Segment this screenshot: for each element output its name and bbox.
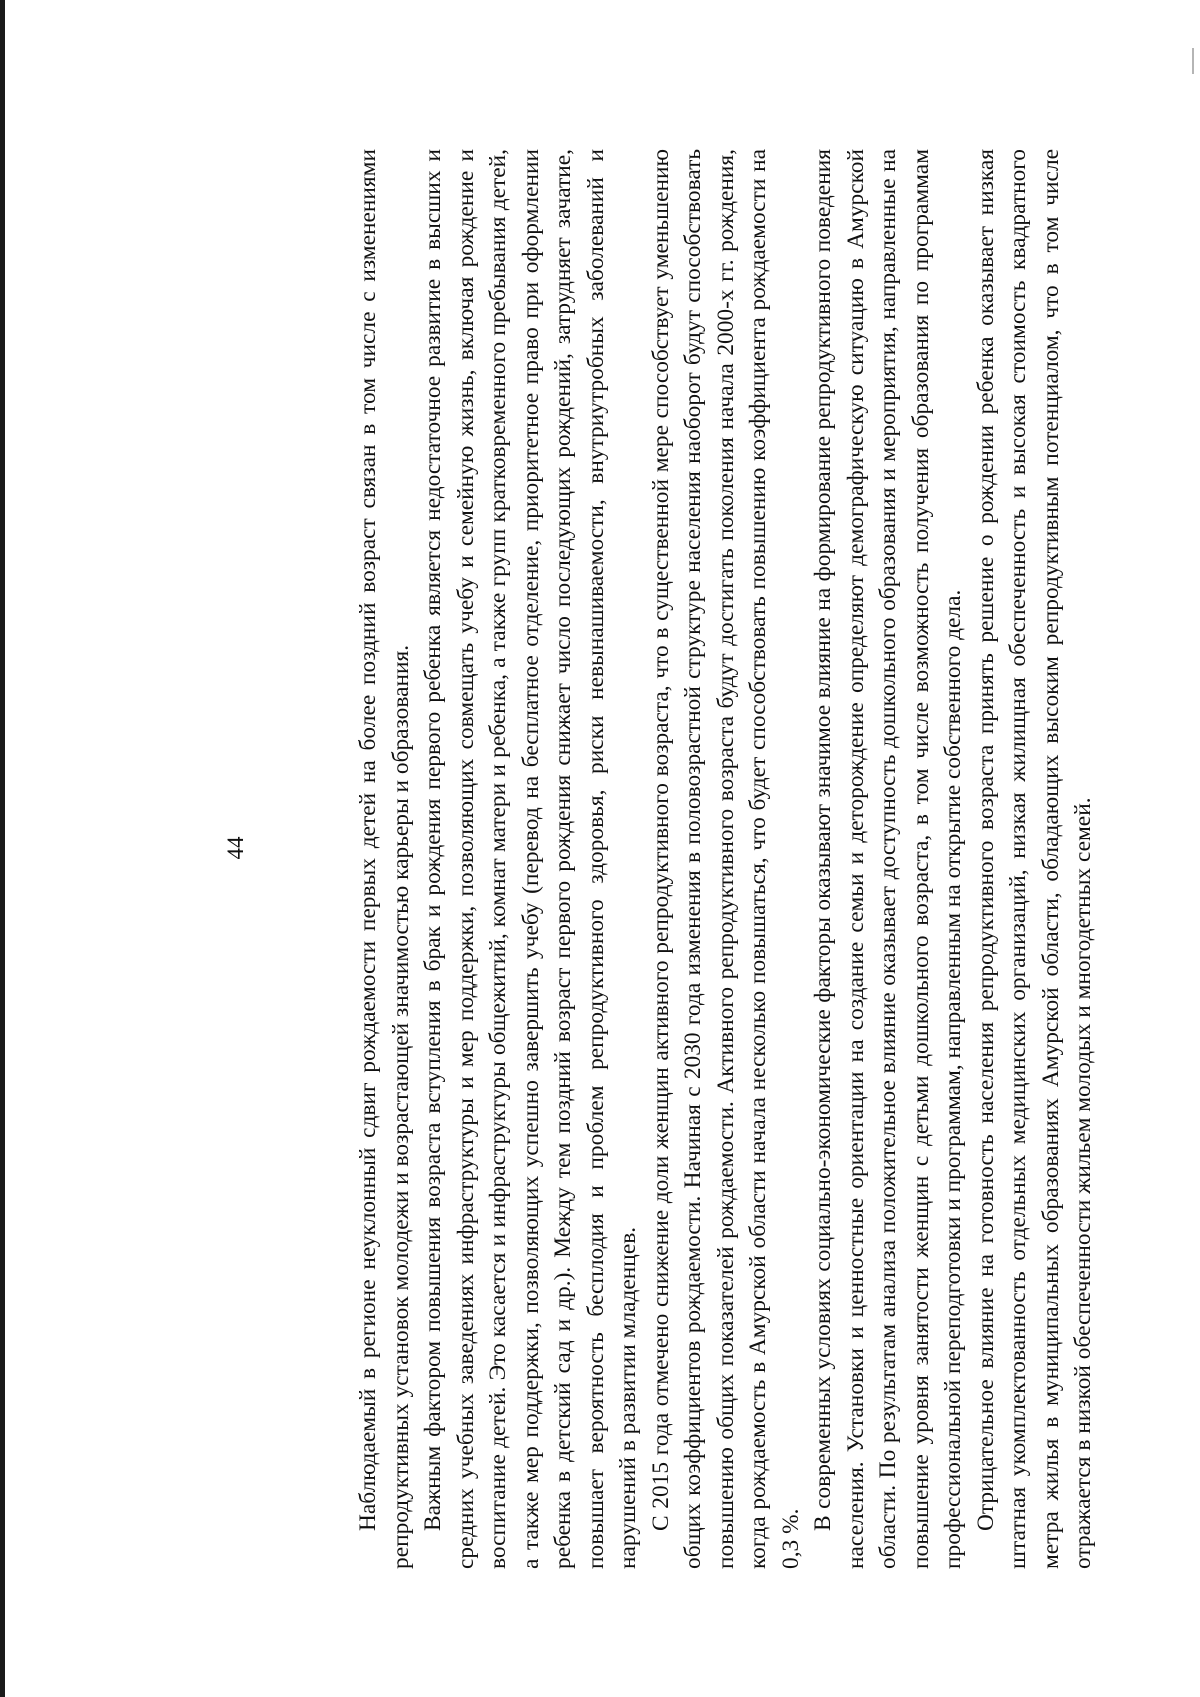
- paragraph-socioeconomic-factors: В современных условиях социально-экономические факторы оказывают значимое влияние на формирование репродуктивного поведения населения. Установки и ценностные ориентации на создание семьи и деторождение определяют демографическую ситуацию в Амурской области. По результатам анализа положительное влияние оказывает доступность дошкольного образования и мероприятия, направленные на повышение уровня занятости женщин с детьми дошкольного возраста, в том числе возможность получения образования по программам профессиональной переподготовки и программам, направленным на открытие собственного дела.: [810, 149, 966, 1569]
- paragraph-marriage-age-factors: Важным фактором повышения возраста вступления в брак и рождения первого ребенка является недостаточное развитие в высших и средних учебных заведениях инфраструктуры и мер поддержки, позволяющих совмещать учебу и семейную жизнь, включая рождение и воспитание детей. Это касается и инфраструктуры общежитий, комнат матери и ребенка, а также групп кратковременного пребывания детей, а также мер поддержки, позволяющих успешно завершить учебу (перевод на бесплатное отделение, приоритетное право при оформлении ребенка в детский сад и др.). Между тем поздний возраст первого рождения снижает число последующих рождений, затрудняет зачатие, повышает вероятность бесплодия и проблем репродуктивного здоровья, риски невынашиваемости, внутриутробных заболеваний и нарушений в развитии младенцев.: [420, 149, 641, 1569]
- page-number: 44: [223, 836, 248, 860]
- document-body: [352, 149, 1100, 1569]
- scan-left-edge: [0, 0, 5, 1697]
- document-page: [209, 123, 1096, 1573]
- paragraph-career-shift: Наблюдаемый в регионе неуклонный сдвиг рождаемости первых детей на более поздний возраст связан в том числе с изменениями репродуктивных установок молодежи и возрастающей значимостью карьеры и образования.: [355, 149, 414, 1569]
- paragraph-negative-factors: Отрицательное влияние на готовность населения репродуктивного возраста принять решение о рождении ребенка оказывает низкая штатная укомплектованность отдельных медицинских организаций, низкая жилищная обеспеченность и высокая стоимость квадратного метра жилья в муниципальных образованиях Амурской области, обладающих высоким репродуктивным потенциалом, что в том числе отражается в низкой обеспеченности жильем молодых и многодетных семей.: [972, 149, 1096, 1569]
- scan-artifact: [1192, 48, 1194, 74]
- paragraph-age-structure: С 2015 года отмечено снижение доли женщин активного репродуктивного возраста, что в существенной мере способствует уменьшению общих коэффициентов рождаемости. Начиная с 2030 года изменения в половозрастной структуре населения наоборот будут способствовать повышению общих показателей рождаемости. Активного репродуктивного возраста будут достигать поколения начала 2000-х гг. рождения, когда рождаемость в Амурской области начала несколько повышаться, что будет способствовать повышению коэффициента рождаемости на 0,3 %.: [647, 149, 804, 1569]
